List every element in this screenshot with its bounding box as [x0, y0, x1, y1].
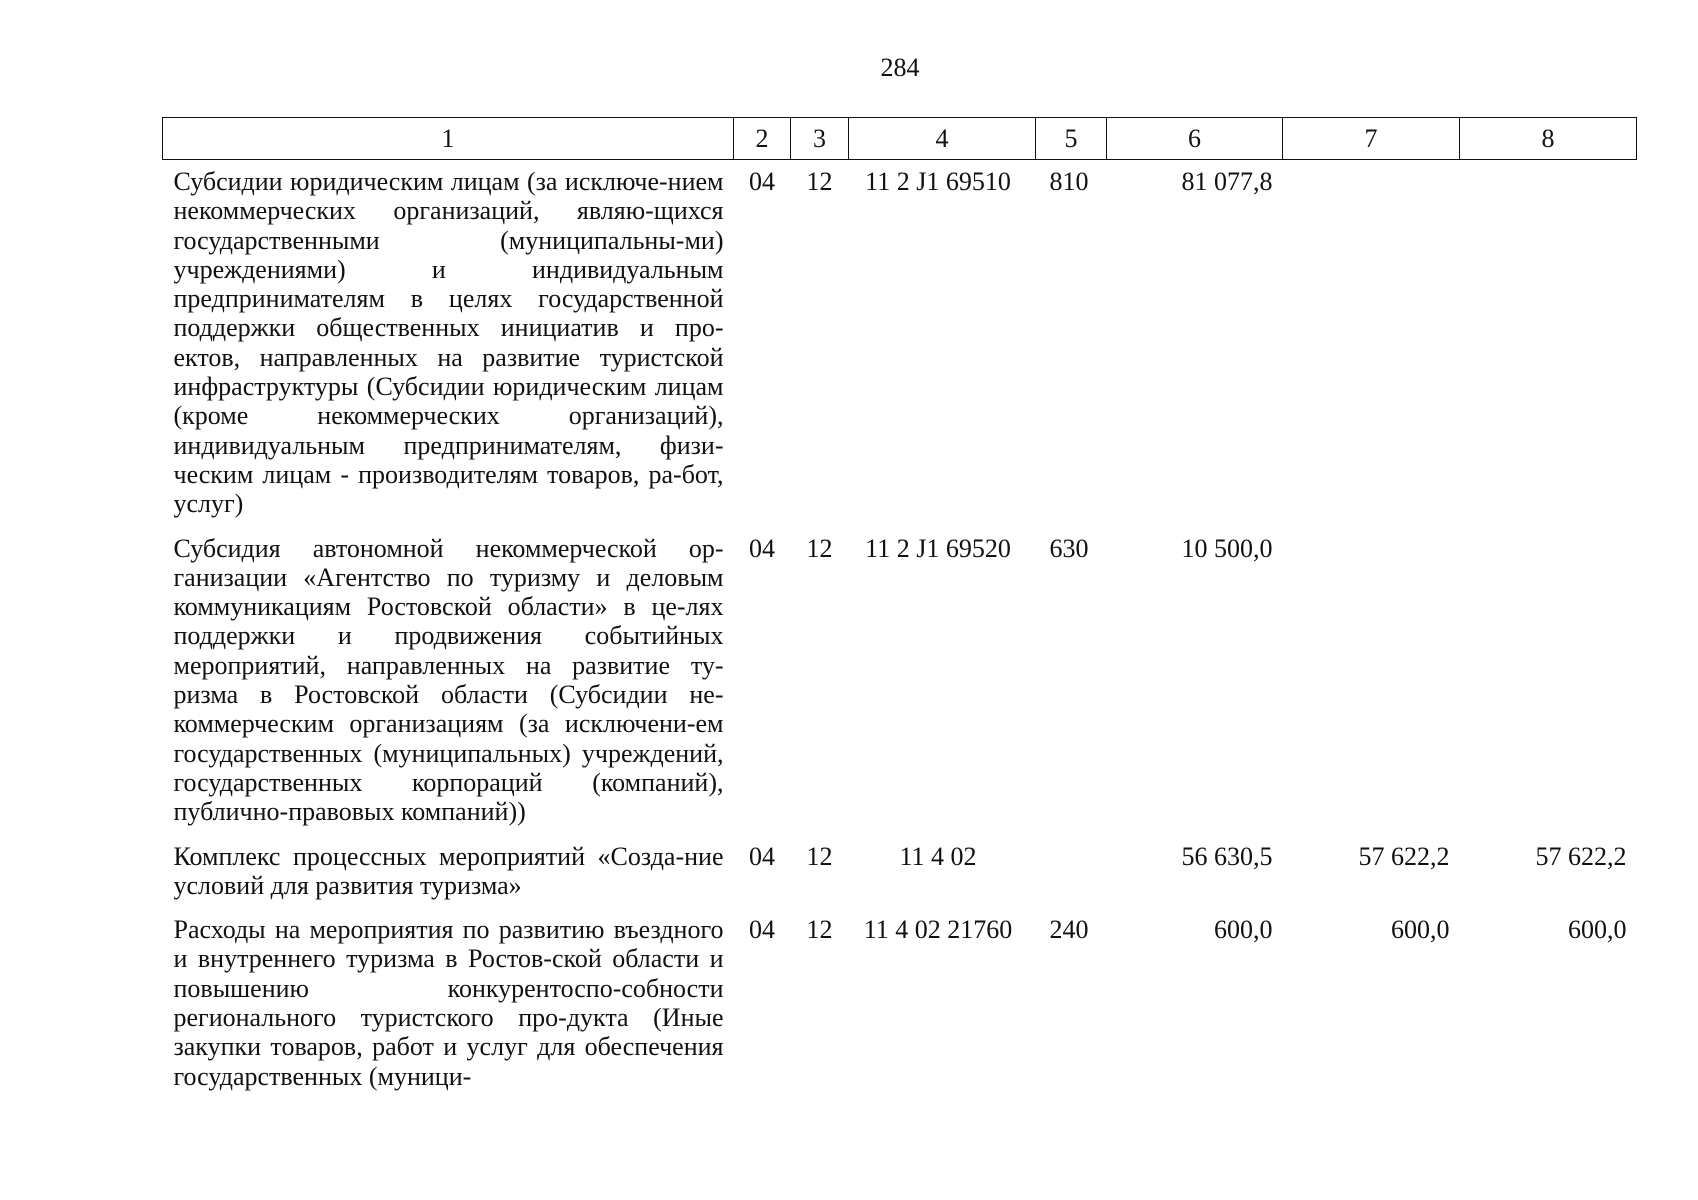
amount-col6-cell: 600,0 [1214, 915, 1273, 945]
amount-col8-cell [1460, 160, 1637, 527]
amount-col7-cell: 57 622,2 [1358, 841, 1450, 871]
budget-table [162, 117, 1637, 1099]
expense-name-cell: Расходы на мероприятия по развитию въездного и внутреннего туризма в Ростов-ской области и повышению конкурентоспо-собности регионального туристского про-дукта (Иные закупки товаров, работ и услуг для обеспечения государственных (муници- [173, 915, 724, 1091]
table-row [163, 527, 1637, 835]
column-header-8: 8 [1460, 118, 1637, 160]
column-header-4: 4 [849, 118, 1036, 160]
amount-col6-cell: 81 077,8 [1181, 167, 1273, 196]
amount-col8-cell: 600,0 [1568, 915, 1627, 945]
target-article-cell: 11 4 02 21760 [863, 915, 1013, 945]
target-article-cell: 11 2 J1 69510 [865, 167, 1011, 196]
column-header-7: 7 [1283, 118, 1460, 160]
table-row [163, 835, 1637, 909]
column-header-5: 5 [1036, 118, 1107, 160]
expense-name-cell: Субсидии юридическим лицам (за исключе-нием некоммерческих организаций, являю-щихся государственными (муниципальны-ми) учреждениями) и индивидуальным предпринимателям в целях государственной поддержки общественных инициатив и про-ектов, направленных на развитие туристской инфраструктуры (Субсидии юридическим лицам (кроме некоммерческих организаций), индивидуальным предпринимателям, физи-ческим лицам - производителям товаров, ра-бот, услуг) [173, 167, 724, 519]
column-number-header-row [163, 118, 1637, 160]
section-code-cell: 04 [749, 915, 775, 945]
section-code-cell: 04 [749, 533, 775, 563]
section-code-cell: 04 [749, 167, 775, 196]
amount-col8-cell [1460, 527, 1637, 835]
column-header-6: 6 [1107, 118, 1283, 160]
page-number: 284 [880, 53, 920, 82]
expense-type-cell: 630 [1049, 533, 1089, 563]
subsection-code-cell: 12 [806, 167, 833, 196]
table-row [163, 908, 1637, 1099]
subsection-code-cell: 12 [806, 841, 833, 871]
column-header-1: 1 [163, 118, 734, 160]
target-article-cell: 11 4 02 [899, 841, 977, 871]
target-article-cell: 11 2 J1 69520 [865, 533, 1011, 563]
column-header-2: 2 [734, 118, 791, 160]
amount-col6-cell: 56 630,5 [1181, 841, 1273, 871]
amount-col7-cell [1283, 160, 1460, 527]
column-header-3: 3 [791, 118, 849, 160]
subsection-code-cell: 12 [806, 533, 833, 563]
amount-col7-cell [1283, 527, 1460, 835]
subsection-code-cell: 12 [806, 915, 833, 945]
expense-name-cell: Комплекс процессных мероприятий «Созда-ние условий для развития туризма» [173, 841, 724, 900]
table-row [163, 160, 1637, 527]
expense-type-cell: 240 [1049, 915, 1089, 945]
expense-type-cell: 810 [1049, 167, 1089, 196]
expense-type-cell [1036, 835, 1107, 909]
amount-col7-cell: 600,0 [1391, 915, 1450, 945]
expense-name-cell: Субсидия автономной некоммерческой ор-ганизации «Агентство по туризму и деловым коммуникациям Ростовской области» в це-лях поддержки и продвижения событийных мероприятий, направленных на развитие ту-ризма в Ростовской области (Субсидии не-коммерческим организациям (за исключени-ем государственных (муниципальных) учреждений, государственных корпораций (компаний), публично-правовых компаний)) [173, 533, 724, 827]
section-code-cell: 04 [749, 841, 775, 871]
amount-col8-cell: 57 622,2 [1535, 841, 1627, 871]
amount-col6-cell: 10 500,0 [1181, 533, 1273, 563]
